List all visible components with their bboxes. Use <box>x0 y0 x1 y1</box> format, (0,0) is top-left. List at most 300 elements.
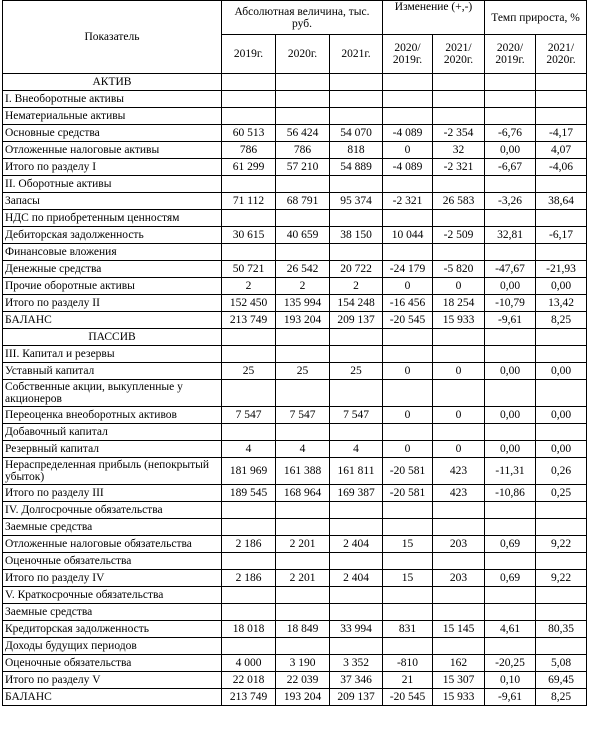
row-value <box>330 244 383 261</box>
row-value: 423 <box>433 458 485 485</box>
row-value: 22 018 <box>222 672 276 689</box>
row-value <box>485 553 536 570</box>
row-value <box>276 380 330 407</box>
row-value <box>222 519 276 536</box>
row-value: -4 089 <box>383 125 433 142</box>
row-value <box>485 638 536 655</box>
row-value: 40 659 <box>276 227 330 244</box>
row-label: АКТИВ <box>3 74 222 91</box>
row-value <box>383 329 433 346</box>
row-value <box>485 176 536 193</box>
row-value: 213 749 <box>222 312 276 329</box>
row-value: 152 450 <box>222 295 276 312</box>
row-value: 10 044 <box>383 227 433 244</box>
row-value <box>383 91 433 108</box>
row-value <box>433 424 485 441</box>
table-row <box>3 536 587 553</box>
row-value: 0 <box>383 278 433 295</box>
table-row <box>3 159 587 176</box>
table-row <box>3 587 587 604</box>
row-value <box>485 380 536 407</box>
row-value: 161 811 <box>330 458 383 485</box>
row-value: 38,64 <box>536 193 587 210</box>
header-growth-2020-2019: 2020/ 2019г. <box>485 35 536 74</box>
row-value: 0,00 <box>536 363 587 380</box>
row-value <box>330 74 383 91</box>
row-value: 2 <box>330 278 383 295</box>
row-value <box>485 424 536 441</box>
row-label: V. Краткосрочные обязательства <box>3 587 222 604</box>
row-value <box>330 502 383 519</box>
row-value: 15 <box>383 536 433 553</box>
row-value: -20 545 <box>383 689 433 706</box>
row-value: 68 791 <box>276 193 330 210</box>
header-change-2021-2020: 2021/ 2020г. <box>433 35 485 74</box>
row-value: 168 964 <box>276 485 330 502</box>
row-value: 15 145 <box>433 621 485 638</box>
row-value <box>276 91 330 108</box>
row-label: Заемные средства <box>3 519 222 536</box>
row-value: -20 581 <box>383 485 433 502</box>
row-value <box>433 638 485 655</box>
row-value: -20 545 <box>383 312 433 329</box>
row-value: 0 <box>383 142 433 159</box>
table-row <box>3 655 587 672</box>
row-value: 30 615 <box>222 227 276 244</box>
table-row <box>3 108 587 125</box>
table-row <box>3 91 587 108</box>
row-value <box>485 74 536 91</box>
row-value <box>536 604 587 621</box>
table-row <box>3 142 587 159</box>
row-value <box>536 553 587 570</box>
row-value <box>433 553 485 570</box>
row-value <box>383 502 433 519</box>
row-value <box>222 587 276 604</box>
row-label: НДС по приобретенным ценностям <box>3 210 222 227</box>
row-value: 26 542 <box>276 261 330 278</box>
row-label: Основные средства <box>3 125 222 142</box>
table-row <box>3 74 587 91</box>
row-value: 3 352 <box>330 655 383 672</box>
row-value <box>276 74 330 91</box>
row-value: 2 404 <box>330 536 383 553</box>
row-value: -11,31 <box>485 458 536 485</box>
row-value: 7 547 <box>276 407 330 424</box>
row-value: 162 <box>433 655 485 672</box>
row-value <box>433 380 485 407</box>
header-year-2021: 2021г. <box>330 35 383 74</box>
row-value <box>276 604 330 621</box>
row-value: 0 <box>433 407 485 424</box>
row-value: -9,61 <box>485 689 536 706</box>
table-body <box>3 74 587 706</box>
row-value <box>330 380 383 407</box>
row-value: 9,22 <box>536 570 587 587</box>
row-value: -16 456 <box>383 295 433 312</box>
row-value <box>222 424 276 441</box>
row-value: -3,26 <box>485 193 536 210</box>
row-label: Собственные акции, выкупленные у акционеров <box>3 380 222 407</box>
row-value: -4,06 <box>536 159 587 176</box>
row-value: 54 070 <box>330 125 383 142</box>
row-value: -2 509 <box>433 227 485 244</box>
row-value: 0,00 <box>485 363 536 380</box>
row-value: -2 321 <box>383 193 433 210</box>
row-value <box>222 91 276 108</box>
header-absolute: Абсолютная величина, тыс. руб. <box>222 1 383 35</box>
row-value <box>276 210 330 227</box>
row-value: -6,17 <box>536 227 587 244</box>
row-value: 80,35 <box>536 621 587 638</box>
row-value: 60 513 <box>222 125 276 142</box>
table-row <box>3 329 587 346</box>
table-row <box>3 125 587 142</box>
row-value: 0,00 <box>536 441 587 458</box>
row-value <box>536 329 587 346</box>
table-row <box>3 261 587 278</box>
row-value: 135 994 <box>276 295 330 312</box>
row-value: 25 <box>330 363 383 380</box>
row-value <box>383 176 433 193</box>
row-value: 7 547 <box>330 407 383 424</box>
table-row <box>3 278 587 295</box>
row-value <box>383 244 433 261</box>
row-value: 15 933 <box>433 689 485 706</box>
row-value <box>276 329 330 346</box>
table-row <box>3 441 587 458</box>
row-value <box>222 210 276 227</box>
row-label: II. Оборотные активы <box>3 176 222 193</box>
row-value <box>383 380 433 407</box>
row-value <box>485 346 536 363</box>
row-value: -20 581 <box>383 458 433 485</box>
row-label: Итого по разделу III <box>3 485 222 502</box>
row-value <box>536 502 587 519</box>
row-value <box>276 553 330 570</box>
row-value <box>222 329 276 346</box>
table-row <box>3 210 587 227</box>
row-value: 209 137 <box>330 689 383 706</box>
row-value <box>485 604 536 621</box>
row-value <box>433 502 485 519</box>
row-value <box>536 380 587 407</box>
row-value: 5,08 <box>536 655 587 672</box>
row-label: IV. Долгосрочные обязательства <box>3 502 222 519</box>
table-row <box>3 502 587 519</box>
row-value <box>330 346 383 363</box>
row-value: 0,00 <box>485 278 536 295</box>
row-value <box>433 604 485 621</box>
row-value: 169 387 <box>330 485 383 502</box>
row-value: 13,42 <box>536 295 587 312</box>
row-value: 213 749 <box>222 689 276 706</box>
row-label: Переоценка внеоборотных активов <box>3 407 222 424</box>
row-value: 4,61 <box>485 621 536 638</box>
row-value: 33 994 <box>330 621 383 638</box>
table-row <box>3 485 587 502</box>
row-value: 61 299 <box>222 159 276 176</box>
row-value: 15 307 <box>433 672 485 689</box>
row-value: 15 933 <box>433 312 485 329</box>
row-value: 21 <box>383 672 433 689</box>
header-growth: Темп прироста, % <box>485 1 587 35</box>
row-value <box>222 74 276 91</box>
row-value: 32,81 <box>485 227 536 244</box>
row-label: Денежные средства <box>3 261 222 278</box>
row-label: Прочие оборотные активы <box>3 278 222 295</box>
row-label: Кредиторская задолженность <box>3 621 222 638</box>
row-value <box>536 210 587 227</box>
row-value <box>383 210 433 227</box>
row-value: -47,67 <box>485 261 536 278</box>
row-value: 15 <box>383 570 433 587</box>
row-label: Итого по разделу II <box>3 295 222 312</box>
row-value <box>383 108 433 125</box>
row-value: 20 722 <box>330 261 383 278</box>
row-value <box>276 346 330 363</box>
row-value: 203 <box>433 536 485 553</box>
row-value: -24 179 <box>383 261 433 278</box>
row-value: 0 <box>383 363 433 380</box>
row-value: 786 <box>222 142 276 159</box>
row-label: I. Внеоборотные активы <box>3 91 222 108</box>
row-value: 0 <box>383 407 433 424</box>
row-value <box>222 604 276 621</box>
row-value: 0,26 <box>536 458 587 485</box>
row-label: Резервный капитал <box>3 441 222 458</box>
row-value: 0,00 <box>536 278 587 295</box>
row-value <box>383 346 433 363</box>
row-value: 71 112 <box>222 193 276 210</box>
header-change: Изменение (+,-) <box>383 1 485 35</box>
row-label: Дебиторская задолженность <box>3 227 222 244</box>
row-value: 32 <box>433 142 485 159</box>
row-value: 0 <box>433 278 485 295</box>
row-value: 189 545 <box>222 485 276 502</box>
row-label: Нераспределенная прибыль (непокрытый убыток) <box>3 458 222 485</box>
table-row <box>3 689 587 706</box>
table-row <box>3 363 587 380</box>
row-value: 818 <box>330 142 383 159</box>
row-value <box>276 108 330 125</box>
row-value: 423 <box>433 485 485 502</box>
row-value: 54 889 <box>330 159 383 176</box>
row-value <box>383 587 433 604</box>
row-value: -10,86 <box>485 485 536 502</box>
row-label: Добавочный капитал <box>3 424 222 441</box>
row-value <box>383 74 433 91</box>
row-value <box>433 210 485 227</box>
row-value: 0 <box>433 441 485 458</box>
table-row <box>3 604 587 621</box>
row-value: 831 <box>383 621 433 638</box>
row-value <box>222 502 276 519</box>
row-value <box>222 244 276 261</box>
row-value <box>485 519 536 536</box>
row-value <box>330 604 383 621</box>
row-value: -4,17 <box>536 125 587 142</box>
table-row <box>3 621 587 638</box>
row-value <box>330 91 383 108</box>
row-value <box>536 346 587 363</box>
row-value <box>276 424 330 441</box>
row-label: Итого по разделу I <box>3 159 222 176</box>
row-value: 2 404 <box>330 570 383 587</box>
row-value: -2 354 <box>433 125 485 142</box>
row-value: 0 <box>433 363 485 380</box>
row-value <box>485 329 536 346</box>
row-label: Отложенные налоговые активы <box>3 142 222 159</box>
table-row <box>3 346 587 363</box>
row-value: 95 374 <box>330 193 383 210</box>
row-value <box>383 638 433 655</box>
row-value <box>433 176 485 193</box>
row-value <box>222 346 276 363</box>
row-value <box>330 176 383 193</box>
row-label: Уставный капитал <box>3 363 222 380</box>
row-label: Отложенные налоговые обязательства <box>3 536 222 553</box>
header-change-2020-2019: 2020/ 2019г. <box>383 35 433 74</box>
row-value <box>330 519 383 536</box>
row-value <box>276 244 330 261</box>
row-value: -5 820 <box>433 261 485 278</box>
row-value: 193 204 <box>276 312 330 329</box>
row-value: 0,00 <box>485 142 536 159</box>
row-value: 209 137 <box>330 312 383 329</box>
table-row <box>3 672 587 689</box>
row-value <box>433 346 485 363</box>
row-value <box>330 424 383 441</box>
row-value <box>536 638 587 655</box>
row-value: 786 <box>276 142 330 159</box>
row-value: 38 150 <box>330 227 383 244</box>
row-value: 18 254 <box>433 295 485 312</box>
row-value <box>536 108 587 125</box>
row-value: 8,25 <box>536 689 587 706</box>
table-row <box>3 458 587 485</box>
row-value: 2 186 <box>222 536 276 553</box>
row-label: Запасы <box>3 193 222 210</box>
row-value <box>536 91 587 108</box>
row-value: 2 201 <box>276 570 330 587</box>
row-value: 69,45 <box>536 672 587 689</box>
row-value <box>276 638 330 655</box>
row-value: 2 <box>276 278 330 295</box>
row-value: 2 201 <box>276 536 330 553</box>
row-value: -6,67 <box>485 159 536 176</box>
row-label: БАЛАНС <box>3 689 222 706</box>
row-label: Итого по разделу V <box>3 672 222 689</box>
row-value <box>536 424 587 441</box>
row-label: Итого по разделу IV <box>3 570 222 587</box>
row-value: 193 204 <box>276 689 330 706</box>
row-value <box>485 244 536 261</box>
row-value: 0 <box>383 441 433 458</box>
row-value: 161 388 <box>276 458 330 485</box>
row-label: Заемные средства <box>3 604 222 621</box>
table-row <box>3 380 587 407</box>
row-value <box>383 424 433 441</box>
row-value: 50 721 <box>222 261 276 278</box>
row-value <box>276 502 330 519</box>
row-value: 2 <box>222 278 276 295</box>
table-row <box>3 295 587 312</box>
table-row <box>3 407 587 424</box>
row-value: 0,69 <box>485 536 536 553</box>
table-row <box>3 519 587 536</box>
row-value: -810 <box>383 655 433 672</box>
row-label: Оценочные обязательства <box>3 553 222 570</box>
row-value <box>330 553 383 570</box>
row-value: 26 583 <box>433 193 485 210</box>
balance-table <box>2 0 587 706</box>
row-value <box>383 553 433 570</box>
row-value <box>485 502 536 519</box>
row-value: 4 <box>330 441 383 458</box>
row-value: -6,76 <box>485 125 536 142</box>
row-value: 154 248 <box>330 295 383 312</box>
row-label: III. Капитал и резервы <box>3 346 222 363</box>
row-value <box>433 587 485 604</box>
table-row <box>3 638 587 655</box>
row-value <box>433 329 485 346</box>
row-value: 0,00 <box>485 407 536 424</box>
table-row <box>3 244 587 261</box>
row-value: 37 346 <box>330 672 383 689</box>
row-value <box>433 74 485 91</box>
row-value <box>222 176 276 193</box>
row-value: 18 849 <box>276 621 330 638</box>
row-value <box>433 108 485 125</box>
table-row <box>3 570 587 587</box>
table-row <box>3 553 587 570</box>
row-value: 4 000 <box>222 655 276 672</box>
table-row <box>3 424 587 441</box>
row-value: 2 186 <box>222 570 276 587</box>
row-value: 25 <box>222 363 276 380</box>
row-value: 4 <box>222 441 276 458</box>
row-value: 57 210 <box>276 159 330 176</box>
header-indicator: Показатель <box>3 1 222 74</box>
row-label: БАЛАНС <box>3 312 222 329</box>
row-value: 0,00 <box>536 407 587 424</box>
row-value <box>276 519 330 536</box>
row-value <box>330 210 383 227</box>
row-label: Финансовые вложения <box>3 244 222 261</box>
row-value: 22 039 <box>276 672 330 689</box>
row-value: -4 089 <box>383 159 433 176</box>
row-value <box>433 91 485 108</box>
row-value <box>383 519 433 536</box>
row-value: 8,25 <box>536 312 587 329</box>
row-value <box>330 638 383 655</box>
row-value: 7 547 <box>222 407 276 424</box>
row-value: 25 <box>276 363 330 380</box>
row-value: 56 424 <box>276 125 330 142</box>
row-value <box>485 210 536 227</box>
table-row <box>3 176 587 193</box>
row-value: 203 <box>433 570 485 587</box>
row-value: -21,93 <box>536 261 587 278</box>
row-value <box>536 74 587 91</box>
header-year-2019: 2019г. <box>222 35 276 74</box>
row-label: ПАССИВ <box>3 329 222 346</box>
header-growth-2021-2020: 2021/ 2020г. <box>536 35 587 74</box>
table-row <box>3 227 587 244</box>
row-value <box>276 587 330 604</box>
row-value <box>536 587 587 604</box>
